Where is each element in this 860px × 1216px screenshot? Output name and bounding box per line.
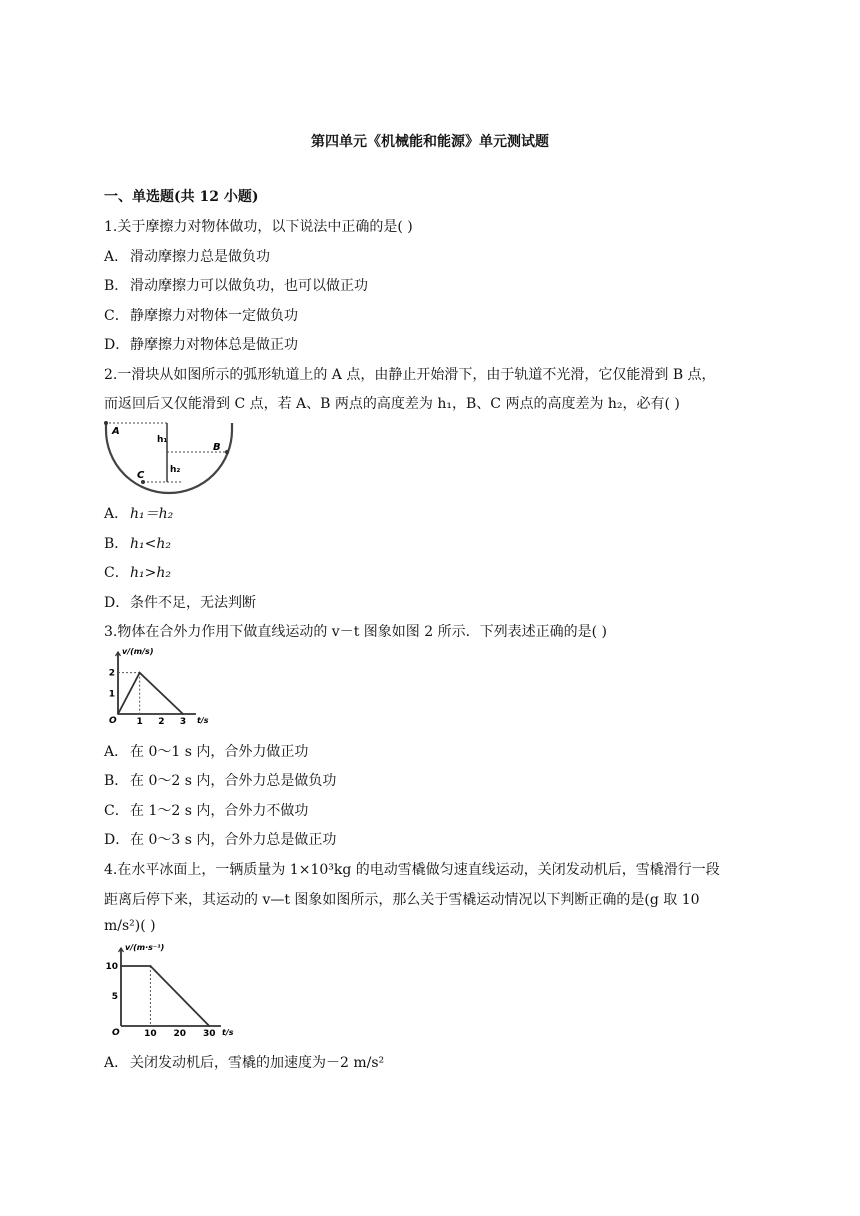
question-3-stem: 3.物体在合外力作用下做直线运动的 v－t 图象如图 2 所示．下列表述正确的是( ) [104,624,607,640]
data-point [120,965,122,967]
option-text: 滑动摩擦力总是做负功 [130,249,270,265]
option-label: D． [104,595,130,611]
q2-option-b [104,533,171,553]
y-axis-label: v/(m/s) [122,647,154,656]
data-point [117,713,119,715]
document-title: 第四单元《机械能和能源》单元测试题 [311,134,549,150]
point-b-label: B [213,442,221,453]
option-label: D． [104,337,130,353]
option-label: A． [104,1055,129,1071]
option-text: 关闭发动机后，雪橇的加速度为－2 m/s² [130,1055,385,1071]
x-tick-label: 2 [158,717,165,727]
option-label: B． [104,773,129,789]
data-point [139,672,141,674]
h2-label: h₂ [170,465,181,475]
y-tick-label: 1 [108,689,115,700]
option-label: C． [104,308,129,324]
x-tick-label: 3 [179,717,187,727]
option-text: 在 0～1 s 内，合外力做正功 [130,744,309,760]
option-label: A． [104,249,129,265]
q4-vt-chart [104,942,232,1040]
option-text: 在 0～2 s 内，合外力总是做负功 [130,773,337,789]
point-c-label: C [137,470,145,481]
q4-option-a [104,1052,384,1072]
question-4-stem-line-3: m/s²)( ) [104,918,156,934]
q3-option-d [104,829,336,849]
q3-option-c [104,800,308,820]
velocity-line [118,673,183,714]
data-point [150,965,152,967]
question-1-stem: 1.关于摩擦力对物体做功，以下说法中正确的是( ) [104,219,413,235]
option-label: C． [104,565,129,581]
question-2-stem-line-1: 2.一滑块从如图所示的弧形轨道上的 A 点，由静止开始滑下，由于轨道不光滑，它仅能滑到 B 点， [104,367,716,383]
option-text: h₁＝h₂ [130,506,174,522]
y-tick-label: 5 [111,992,118,1002]
q2-option-d [104,592,256,612]
y-axis-label: v/(m·s⁻¹) [125,943,165,952]
origin-label: O [112,1028,120,1038]
q3-option-a [104,741,308,761]
section-heading: 一、单选题(共 12 小题) [104,189,259,205]
option-text: 在 0～3 s 内，合外力总是做正功 [130,832,337,848]
question-2-stem-line-2: 而返回后又仅能滑到 C 点，若 A、B 两点的高度差为 h₁，B、C 两点的高度差为 h₂，必有( ) [104,396,680,412]
y-tick-label: 2 [108,668,115,679]
x-tick-label: 20 [173,1029,187,1039]
option-text: h₁>h₂ [130,565,171,581]
option-text: 在 1～2 s 内，合外力不做功 [130,803,309,819]
data-point [182,713,184,715]
q1-option-c [104,305,298,325]
q3-option-b [104,770,336,790]
x-axis-label: t/s [197,716,209,725]
option-label: B． [104,536,129,552]
origin-label: O [109,716,117,726]
point-a-label: A [112,426,120,437]
option-label: A． [104,744,129,760]
q2-option-a [104,503,173,523]
y-tick-label: 10 [105,962,118,972]
option-text: 条件不足，无法判断 [130,595,256,611]
option-text: 静摩擦力对物体一定做负功 [130,308,298,324]
track-diagram [103,420,235,496]
q2-option-c [104,562,171,582]
q1-option-b [104,275,368,295]
option-text: h₁<h₂ [130,536,171,552]
option-text: 滑动摩擦力可以做负功，也可以做正功 [130,278,368,294]
q3-vt-chart [104,646,210,728]
x-tick-label: 10 [144,1029,157,1039]
x-tick-label: 30 [202,1029,216,1039]
option-label: D． [104,832,130,848]
option-text: 静摩擦力对物体总是做正功 [130,337,298,353]
question-4-stem-line-1: 4.在水平冰面上，一辆质量为 1×10³kg 的电动雪橇做匀速直线运动，关闭发动机后，雪橇滑行一段 [104,862,720,878]
velocity-line [121,966,209,1026]
option-label: B． [104,278,129,294]
q1-option-d [104,334,298,354]
x-tick-label: 1 [136,717,143,727]
q1-option-a [104,246,270,266]
h1-label: h₁ [157,435,168,445]
option-label: A． [104,506,129,522]
x-axis-label: t/s [222,1028,234,1037]
question-4-stem-line-2: 距离后停下来，其运动的 v—t 图象如图所示，那么关于雪橇运动情况以下判断正确的是(g 取 10 [104,892,700,908]
option-label: C． [104,803,129,819]
data-point [208,1025,210,1027]
